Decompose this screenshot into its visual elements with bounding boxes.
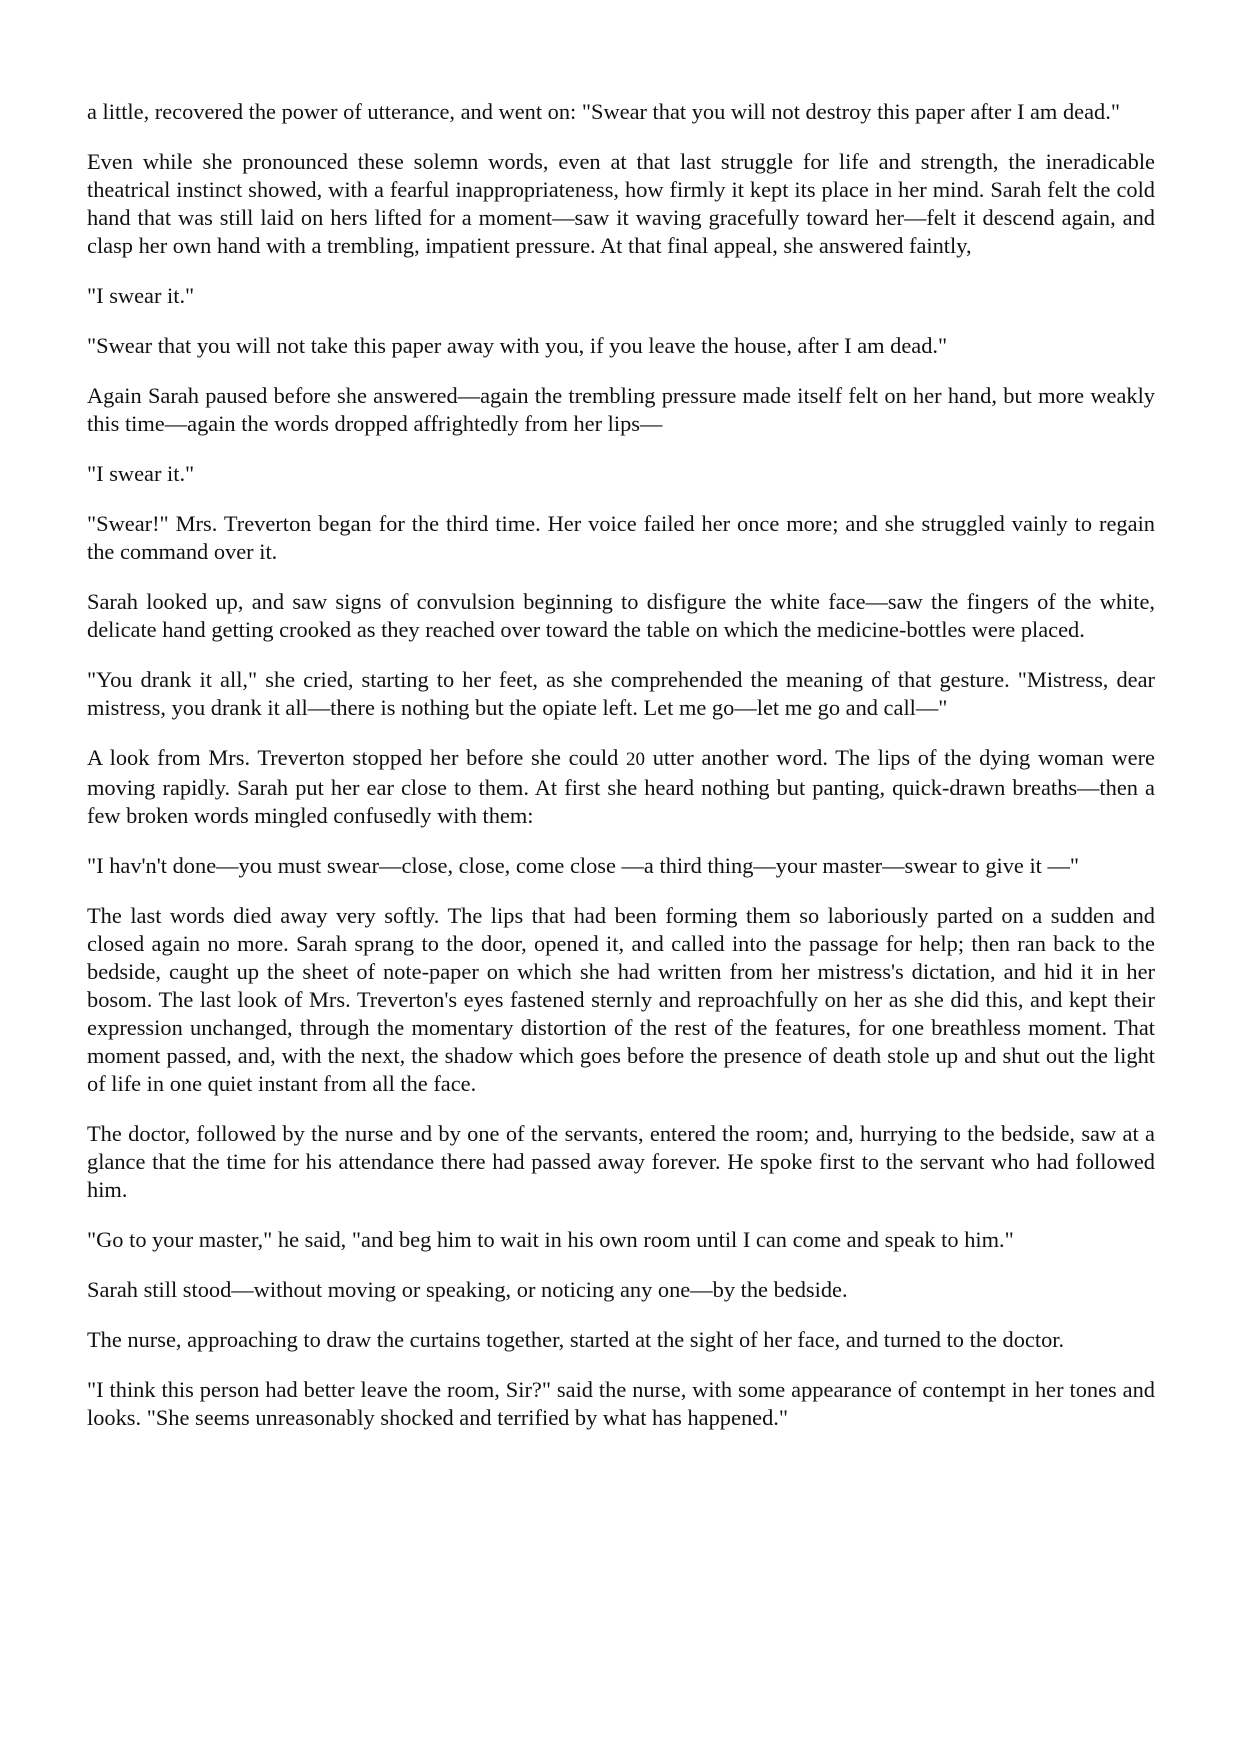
paragraph: Even while she pronounced these solemn words, even at that last struggle for life and strength, the ineradicable theatrical instinct showed, with a fearful inappropriateness, how firmly it kept its place in her mind. Sarah felt the cold hand that was still laid on hers lifted for a moment—saw it waving gracefully toward her—felt it descend again, and clasp her own hand with a trembling, impatient pressure. At that final appeal, she answered faintly, — [87, 149, 1155, 258]
paragraph: "Go to your master," he said, "and beg him to wait in his own room until I can come and speak to him." — [87, 1227, 1014, 1252]
document-page — [87, 98, 1155, 1454]
paragraph: a little, recovered the power of utterance, and went on: "Swear that you will not destroy this paper after I am dead." — [87, 99, 1120, 124]
paragraph: "Swear that you will not take this paper away with you, if you leave the house, after I am dead." — [87, 333, 948, 358]
paragraph-with-page-number — [87, 744, 1155, 830]
paragraph: "I hav'n't done—you must swear—close, close, come close —a third thing—your master—swear to give it —" — [87, 853, 1080, 878]
page-number: 20 — [626, 749, 646, 770]
paragraph-text: utter another word. The lips of the dying woman were moving rapidly. Sarah put her ear close to them. At first she heard nothing but panting, quick-drawn breaths—then a few broken words mingled confusedly with them: — [87, 745, 1155, 828]
paragraph: "I swear it." — [87, 283, 195, 308]
paragraph: "I swear it." — [87, 461, 195, 486]
paragraph: The doctor, followed by the nurse and by one of the servants, entered the room; and, hurrying to the bedside, saw at a glance that the time for his attendance there had passed away forever. He spoke first to the servant who had followed him. — [87, 1121, 1155, 1202]
paragraph-text: A look from Mrs. Treverton stopped her before she could — [87, 745, 627, 770]
paragraph: "You drank it all," she cried, starting to her feet, as she comprehended the meaning of that gesture. "Mistress, dear mistress, you drank it all—there is nothing but the opiate left. Let me go—let me go and call—" — [87, 667, 1155, 720]
paragraph: "Swear!" Mrs. Treverton began for the third time. Her voice failed her once more; and she struggled vainly to regain the command over it. — [87, 511, 1155, 564]
paragraph: Sarah still stood—without moving or speaking, or noticing any one—by the bedside. — [87, 1277, 848, 1302]
paragraph: The last words died away very softly. The lips that had been forming them so laboriously parted on a sudden and closed again no more. Sarah sprang to the door, opened it, and called into the passage for help; then ran back to the bedside, caught up the sheet of note-paper on which she had written from her mistress's dictation, and hid it in her bosom. The last look of Mrs. Treverton's eyes fastened sternly and reproachfully on her as she did this, and kept their expression unchanged, through the momentary distortion of the rest of the features, for one breathless moment. That moment passed, and, with the next, the shadow which goes before the presence of death stole up and shut out the light of life in one quiet instant from all the face. — [87, 903, 1155, 1096]
paragraph: "I think this person had better leave the room, Sir?" said the nurse, with some appearance of contempt in her tones and looks. "She seems unreasonably shocked and terrified by what has happened." — [87, 1377, 1155, 1430]
paragraph: Sarah looked up, and saw signs of convulsion beginning to disfigure the white face—saw the fingers of the white, delicate hand getting crooked as they reached over toward the table on which the medicine-bottles were placed. — [87, 589, 1155, 642]
paragraph: Again Sarah paused before she answered—again the trembling pressure made itself felt on her hand, but more weakly this time—again the words dropped affrightedly from her lips— — [87, 383, 1155, 436]
paragraph: The nurse, approaching to draw the curtains together, started at the sight of her face, and turned to the doctor. — [87, 1327, 1065, 1352]
